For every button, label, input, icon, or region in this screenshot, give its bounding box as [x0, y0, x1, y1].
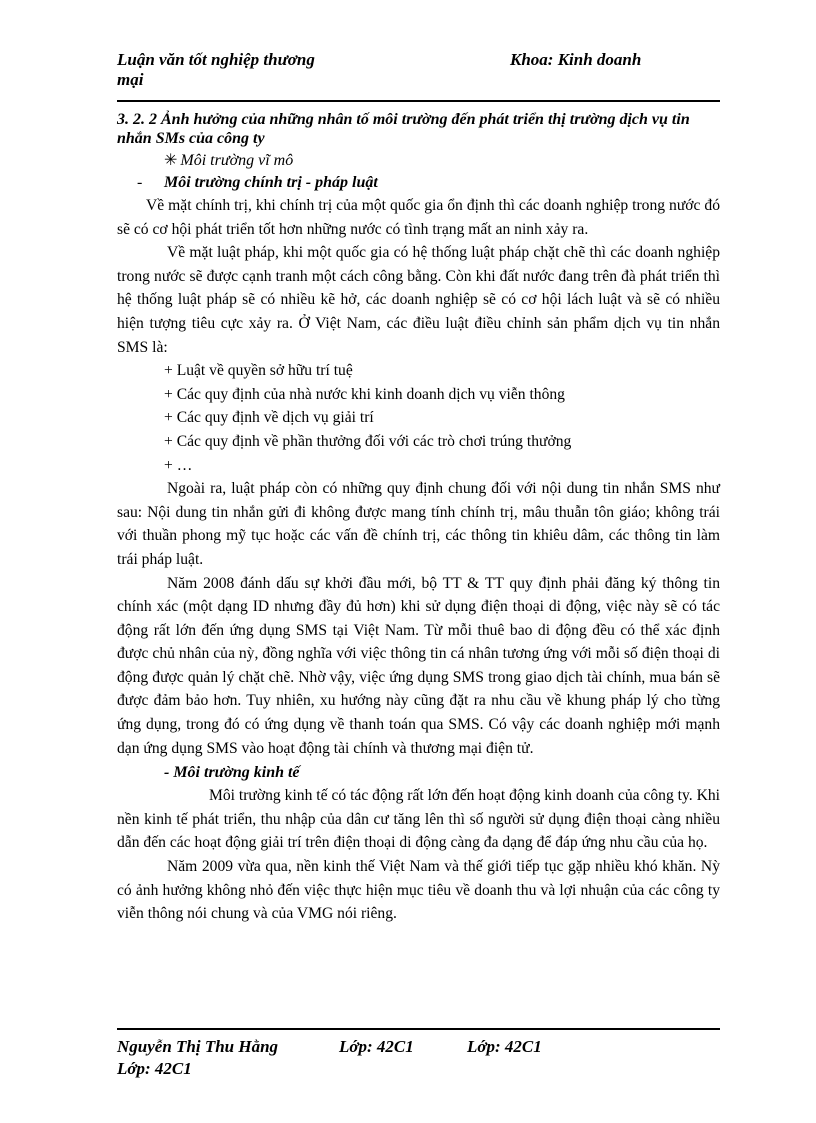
political-heading-text: Môi trường chính trị - pháp luật — [164, 174, 378, 191]
law-list-item: + Các quy định về phần thưởng đối với các trò chơi trúng thưởng — [164, 432, 572, 450]
header-thesis-title: Luận văn tốt nghiệp thương mại — [117, 50, 315, 89]
political-heading — [117, 172, 720, 194]
law-list-item: + … — [164, 456, 193, 474]
paragraph-2009: Năm 2009 vừa qua, nền kinh thế Việt Nam và thế giới tiếp tục gặp nhiều khó khăn. Nỳ có ảnh hưởng không nhỏ đến việc thực hiện mục tiêu về doanh thu và lợi nhuận của các công ty viễn thông nói chung và của VMG nói riêng. — [117, 858, 720, 923]
macro-environment-label — [164, 151, 720, 171]
law-list-item: + Các quy định về dịch vụ giải trí — [164, 409, 374, 427]
heading-dash: - — [137, 174, 143, 191]
footer-class: Lớp: 42C1 — [339, 1037, 414, 1056]
paragraph-economic: Môi trường kinh tế có tác động rất lớn đến hoạt động kinh doanh của công ty. Khi nền kinh tế phát triển, thu nhập của dân cư tăng lên thì số người sử dụng điện thoại càng nhiều dẫn đến các hoạt động giải trí trên điện thoại di động càng đa dạng để đáp ứng nhu cầu của họ. — [117, 787, 720, 852]
header-rule — [117, 100, 720, 102]
page-footer — [117, 1036, 720, 1080]
law-list-item: + Các quy định của nhà nước khi kinh doanh dịch vụ viễn thông — [164, 385, 565, 403]
footer-author: Nguyễn Thị Thu Hằng — [117, 1037, 279, 1056]
economic-heading: - Môi trường kinh tế — [164, 764, 300, 782]
paragraph-legal: Về mặt luật pháp, khi một quốc gia có hệ thống luật pháp chặt chẽ thì các doanh nghiệp trong nước sẽ được cạnh tranh một cách công bằng. Còn khi đất nước đang trên đà phát triển thì hệ thống luật pháp sẽ có nhiều kẽ hở, các doanh nghiệp sẽ có cơ hội lách luật và sẽ có nhiều hiện tượng tiêu cực xảy ra. Ở Việt Nam, các điều luật điều chỉnh sản phẩm dịch vụ tin nhắn SMS là: — [117, 244, 720, 356]
macro-label-text: Môi trường vĩ mô — [180, 152, 294, 169]
paragraph-2008-registration: Năm 2008 đánh dấu sự khởi đầu mới, bộ TT & TT quy định phải đăng ký thông tin chính xác (một dạng ID nhưng đầy đủ hơn) khi sử dụng điện thoại di động, việc này sẽ có tác động rất lớn đến ứng dụng SMS tại Việt Nam. Từ mỗi thuê bao di động đều có thể xác định được chủ nhân của nỳ, đồng nghĩa với việc thông tin cá nhân tương ứng với mỗi số điện thoại di động được quản lý chặt chẽ. Nhờ vậy, việc ứng dụng SMS trong giao dịch tài chính, mua bán sẽ được đảm bảo hơn. Tuy nhiên, xu hướng này cũng đặt ra nhu cầu về khung pháp lý cho từng ứng dụng, trong đó có ứng dụng về thanh toán qua SMS. Có vậy các doanh nghiệp mới mạnh dạn ứng dụng SMS vào hoạt động tài chính và thương mại điện tử. — [117, 574, 720, 757]
footer-class: Lớp: 42C1 — [467, 1037, 542, 1056]
paragraph-sms-content-rules: Ngoài ra, luật pháp còn có những quy định chung đối với nội dung tin nhắn SMS như sau: Nội dung tin nhắn gửi đi không được mang tính chính trị, mâu thuẫn tôn giáo; không trái với thuần phong mỹ tục hoặc các vấn đề chính trị, các thông tin khiêu dâm, các thông tin làm trái pháp luật. — [117, 480, 720, 568]
footer-class: Lớp: 42C1 — [117, 1059, 192, 1078]
section-title: 3. 2. 2 Ảnh hưởng của những nhân tố môi trường đến phát triển thị trường dịch vụ tin nhắn SMs của công ty — [117, 111, 690, 147]
asterisk-icon: ✳ — [164, 152, 178, 169]
header-faculty: Khoa: Kinh doanh — [510, 50, 642, 69]
law-list-item: + Luật về quyền sở hữu trí tuệ — [164, 362, 353, 380]
paragraph-political: Về mặt chính trị, khi chính trị của một quốc gia ổn định thì các doanh nghiệp trong nước đó sẽ có cơ hội phát triển tốt hơn những nước có tình trạng mất an ninh xảy ra. — [117, 197, 720, 238]
footer-rule — [117, 1028, 720, 1030]
page-header — [117, 50, 720, 94]
page-body — [117, 110, 720, 926]
